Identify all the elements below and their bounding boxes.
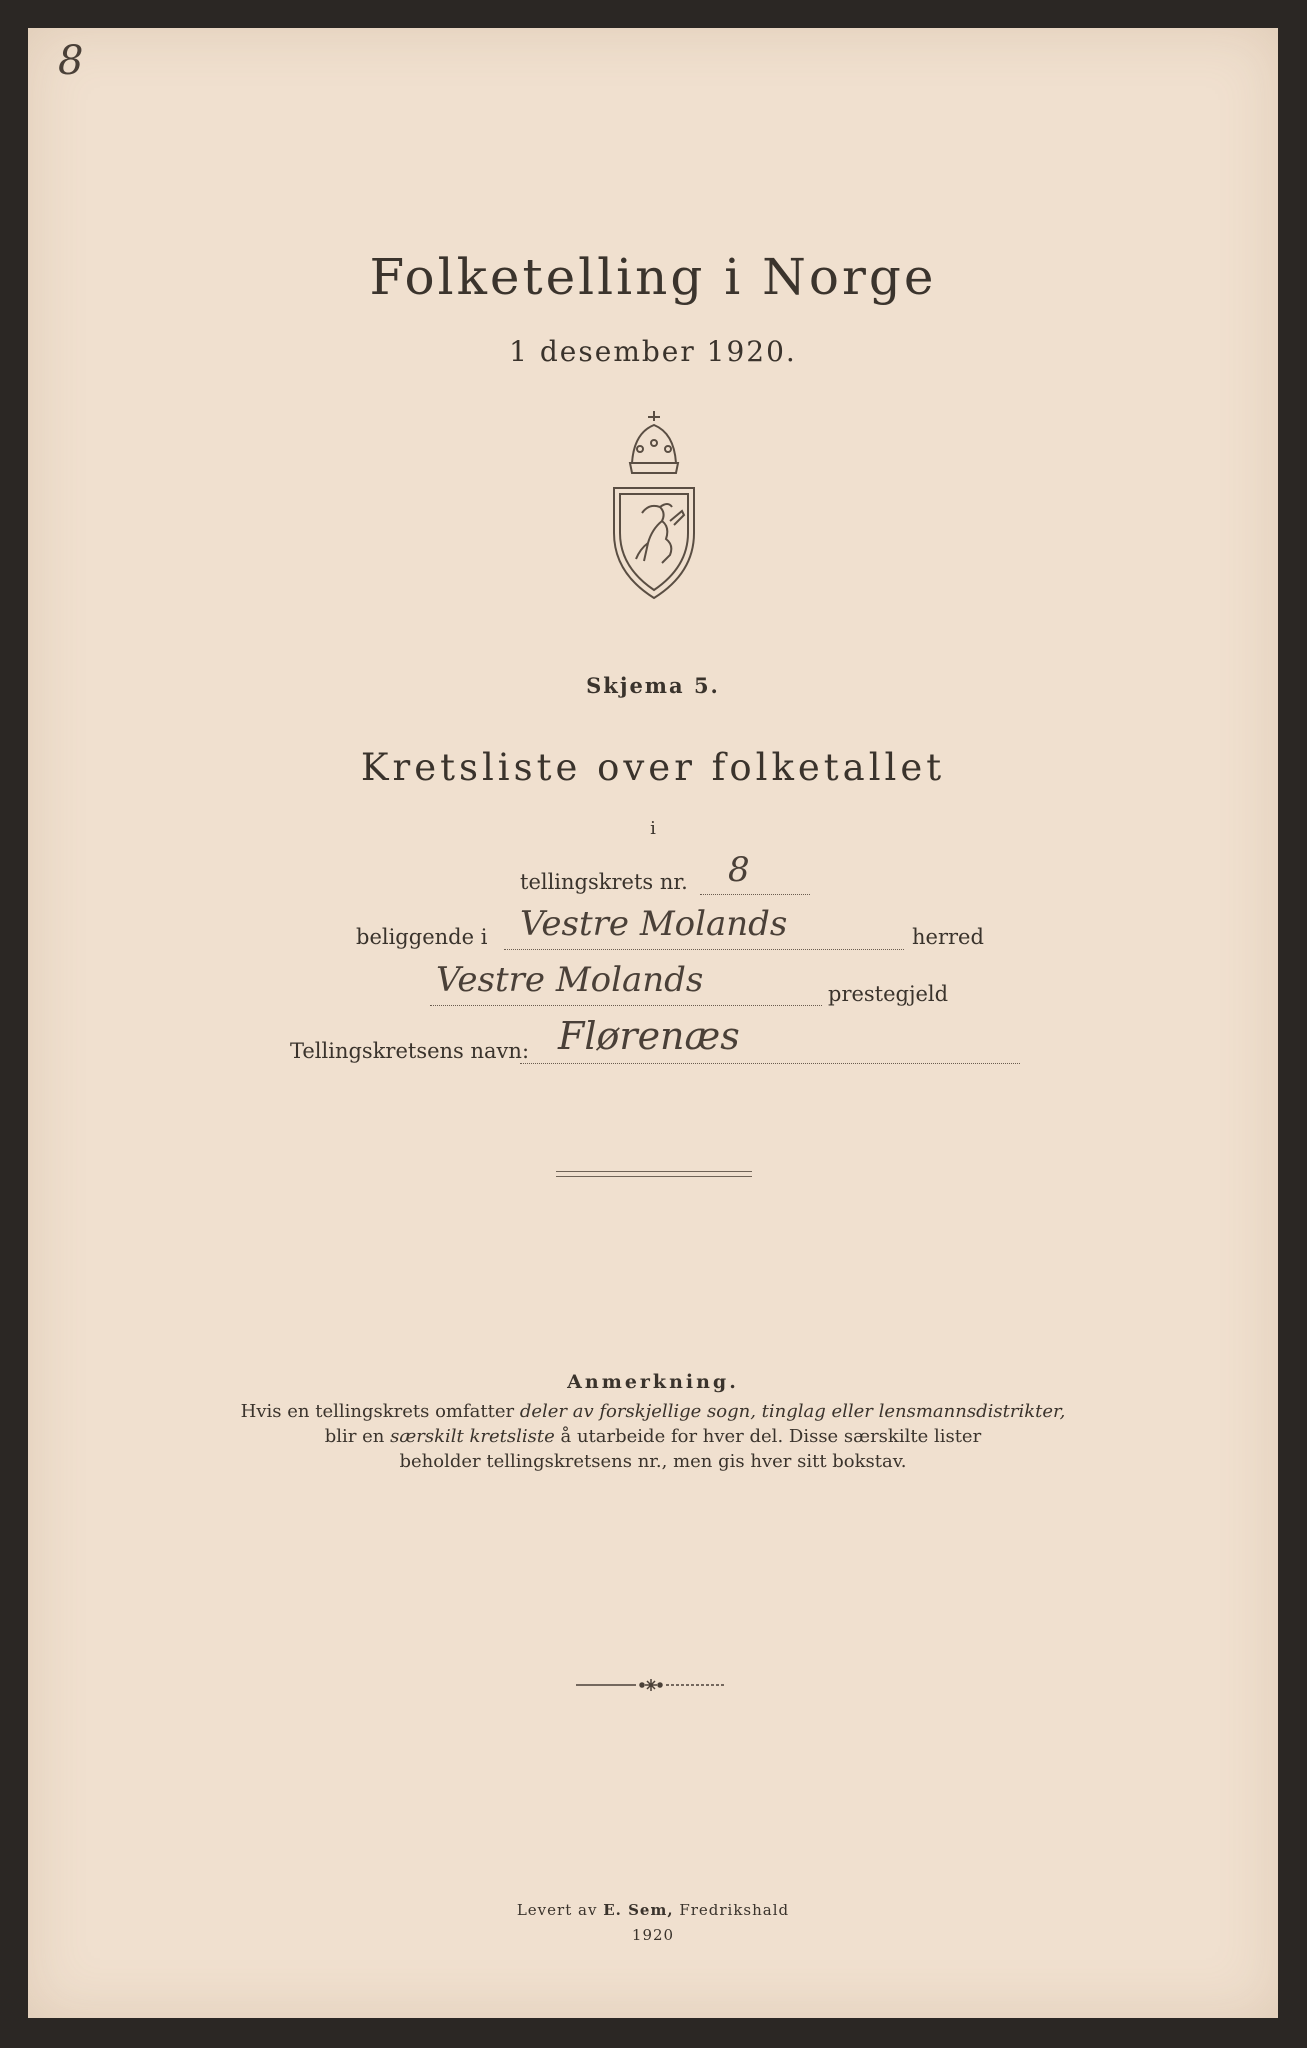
coat-of-arms-emblem <box>604 403 704 603</box>
connector-text: i <box>650 818 656 839</box>
kretsnavn-label: Tellingskretsens navn: <box>290 1039 530 1063</box>
note-line-3: beholder tellingskretsens nr., men gis hver sitt bokstav. <box>399 1451 907 1472</box>
form-title: Folketelling i Norge <box>369 248 937 306</box>
tellingskrets-dotted-line <box>700 894 810 895</box>
kretsnavn-dotted-line <box>520 1063 1020 1064</box>
printer-credit <box>28 1901 1278 1919</box>
note-line-2-italic: særskilt kretsliste <box>390 1426 555 1447</box>
schema-number: Skjema 5. <box>586 673 720 698</box>
prestegjeld-dotted-line <box>430 1005 822 1006</box>
printer-name: E. Sem, <box>603 1901 674 1919</box>
printer-city: Fredrikshald <box>673 1901 790 1919</box>
kretsnavn-value: Flørenæs <box>558 1014 740 1058</box>
beliggende-dotted-line <box>504 949 904 950</box>
note-line-2 <box>28 1426 1278 1447</box>
printer-year: 1920 <box>631 1926 675 1944</box>
census-form-sheet <box>28 28 1278 2018</box>
note-line-2-end: å utarbeide for hver del. Disse særskilte lister <box>554 1426 982 1447</box>
note-line-1-regular: Hvis en tellingskrets omfatter <box>240 1401 520 1422</box>
prestegjeld-label: prestegjeld <box>828 982 949 1006</box>
section-divider <box>556 1171 752 1177</box>
corner-page-mark: 8 <box>58 38 84 84</box>
tellingskrets-label: tellingskrets nr. <box>520 870 688 894</box>
herred-label: herred <box>912 925 984 949</box>
prestegjeld-value: Vestre Molands <box>436 960 704 1000</box>
note-line-2-start: blir en <box>324 1426 391 1447</box>
printer-credit-prefix: Levert av <box>516 1901 604 1919</box>
form-date: 1 desember 1920. <box>509 335 797 368</box>
beliggende-value: Vestre Molands <box>520 904 788 944</box>
ornament-divider <box>576 1678 726 1692</box>
beliggende-label: beliggende i <box>356 925 488 949</box>
tellingskrets-value: 8 <box>728 850 750 890</box>
note-line-1 <box>28 1401 1278 1422</box>
form-heading: Kretsliste over folketallet <box>360 746 946 789</box>
note-title: Anmerkning. <box>567 1371 739 1393</box>
note-line-1-italic: deler av forskjellige sogn, tinglag eller lensmannsdistrikter, <box>519 1401 1066 1422</box>
